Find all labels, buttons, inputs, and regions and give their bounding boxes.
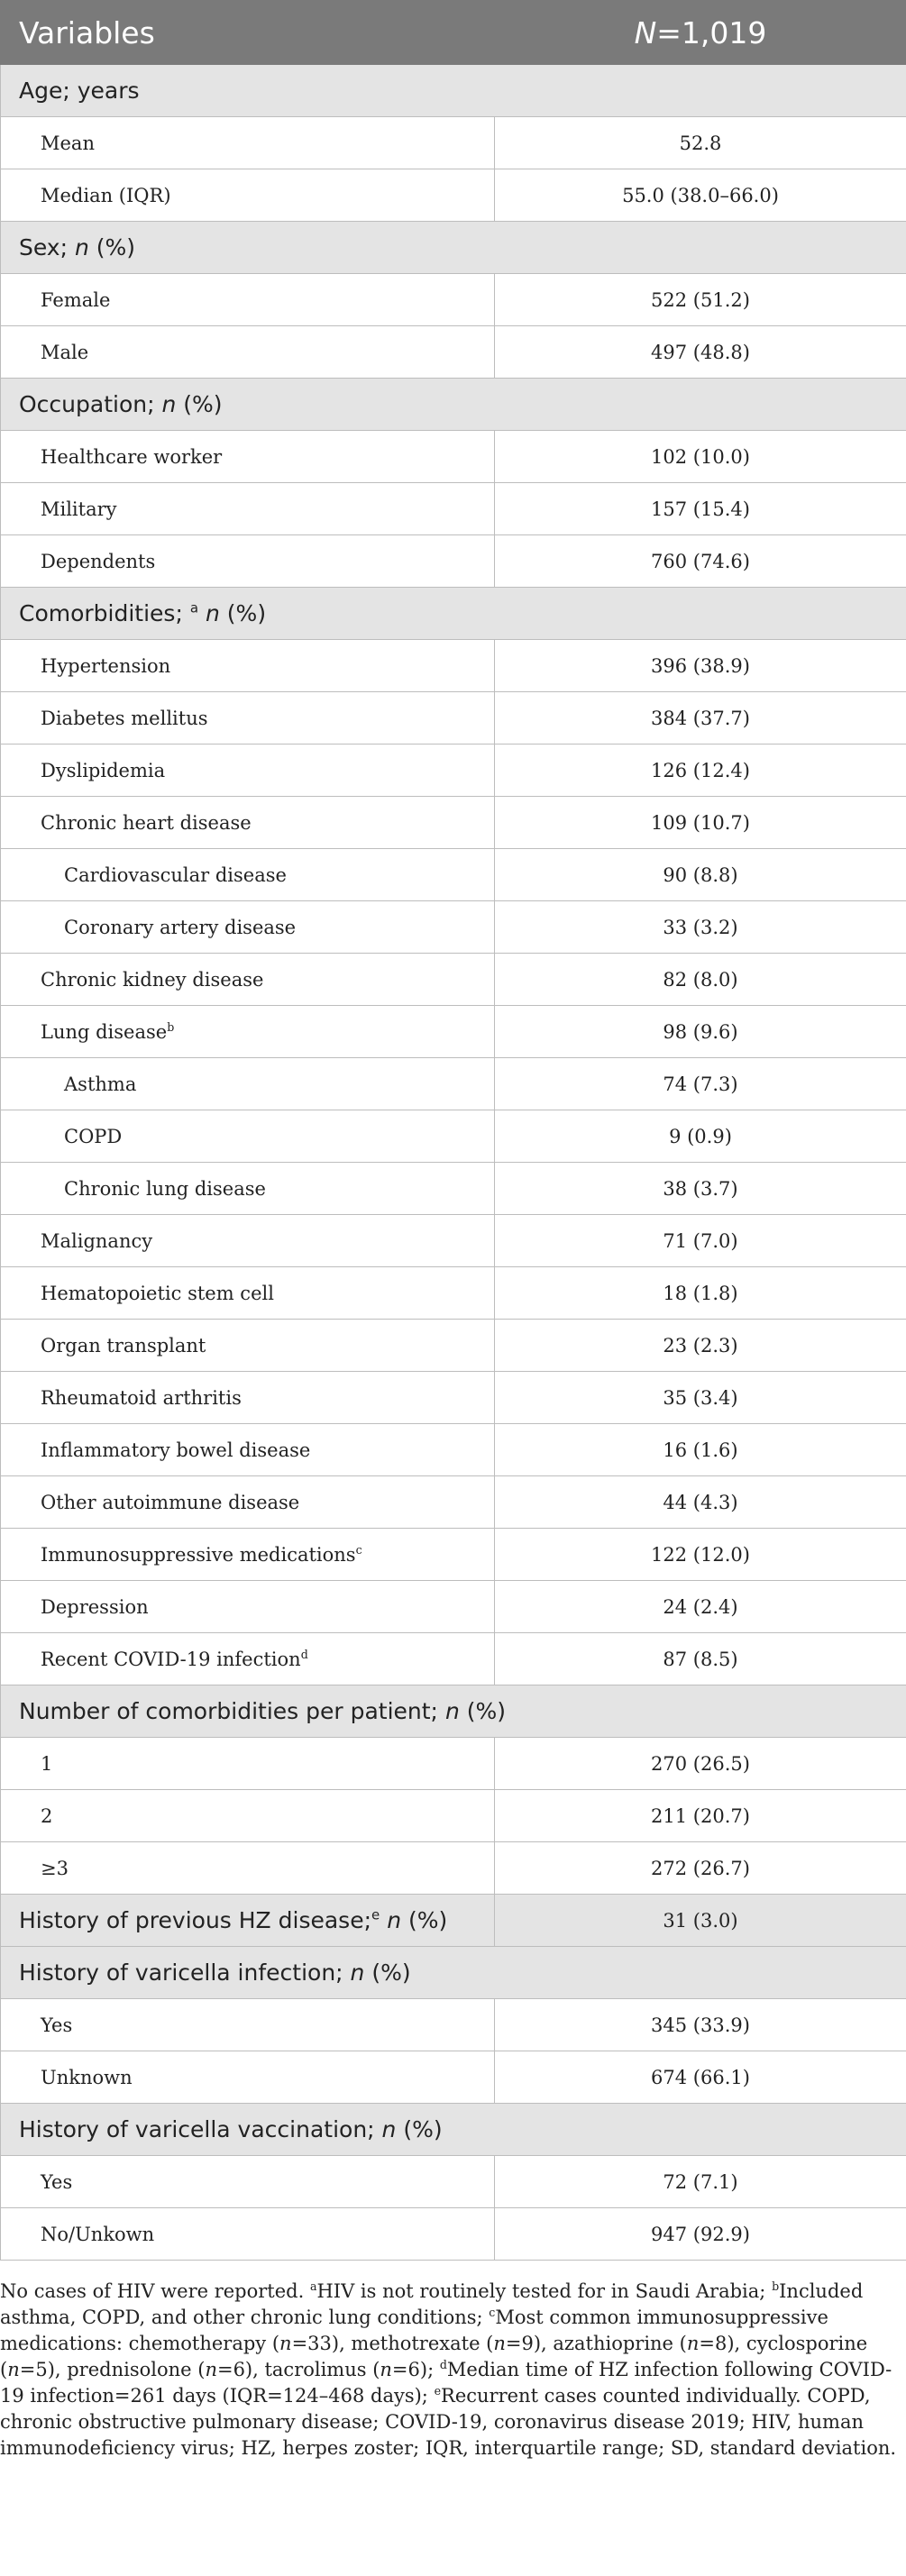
row-label: Coronary artery disease (1, 901, 495, 954)
table-row (1, 2156, 906, 2208)
table-row (1, 1581, 906, 1633)
table-row (1, 1215, 906, 1267)
row-value: 157 (15.4) (495, 483, 906, 535)
header-sample-size (495, 1, 906, 65)
section-title-unit: (%) (396, 2116, 443, 2142)
row-label: Male (1, 326, 495, 379)
header-n-symbol: N (634, 14, 657, 50)
section-number-of-comorbidities (1, 1685, 906, 1738)
footnote-n: n (686, 2333, 700, 2354)
row-label: Dependents (1, 535, 495, 588)
table-row (1, 692, 906, 744)
footnote-marker: a (309, 2279, 317, 2293)
row-value: 38 (3.7) (495, 1163, 906, 1215)
row-value: 384 (37.7) (495, 692, 906, 744)
section-title-text: History of varicella vaccination; (19, 2116, 382, 2142)
row-label: Asthma (1, 1058, 495, 1110)
section-title-n: n (206, 600, 220, 626)
row-label: Organ transplant (1, 1320, 495, 1372)
section-sex (1, 222, 906, 274)
section-title (1, 1895, 495, 1947)
table-row (1, 1163, 906, 1215)
footnote-marker: c (355, 1542, 362, 1557)
table-row (1, 1633, 906, 1685)
row-label: Chronic kidney disease (1, 954, 495, 1006)
footnote-text (0, 2279, 901, 2462)
footnote-marker: a (189, 599, 199, 617)
row-label (1, 1633, 495, 1685)
section-title-text: History of previous HZ disease; (19, 1907, 372, 1933)
footnote-part: Recurrent cases counted individually. COPD, chronic obstructive pulmonary disease; COVID-19, coronavirus disease 2019; HIV, human immunodeficiency virus; HZ, herpes zoster; IQR, interquartile range; SD, standard deviation. (0, 2385, 897, 2459)
table-row (1, 901, 906, 954)
row-label: Median (IQR) (1, 169, 495, 222)
section-title-text: Comorbidities; (19, 600, 190, 626)
section-title: Age; years (1, 65, 906, 117)
footnote-part: Median time of HZ infection following COVID-19 infection=261 days (IQR=124–468 days); (0, 2359, 892, 2407)
row-label: Unknown (1, 2051, 495, 2104)
table-footnote (0, 2261, 906, 2462)
footnote-part: No cases of HIV were reported. (0, 2280, 310, 2302)
table-row (1, 1999, 906, 2051)
section-value: 31 (3.0) (495, 1895, 906, 1947)
row-value: 72 (7.1) (495, 2156, 906, 2208)
row-label (1, 1529, 495, 1581)
footnote-part: =33), methotrexate ( (291, 2333, 494, 2354)
row-value: 33 (3.2) (495, 901, 906, 954)
row-label: Malignancy (1, 1215, 495, 1267)
row-label: 1 (1, 1738, 495, 1790)
footnote-part: =6); (391, 2359, 440, 2380)
table-row (1, 954, 906, 1006)
row-label: Other autoimmune disease (1, 1476, 495, 1529)
row-label: ≥3 (1, 1842, 495, 1895)
table-row (1, 274, 906, 326)
footnote-part: Included asthma, COPD, and other chronic lung conditions; (0, 2280, 864, 2328)
section-title-text: Number of comorbidities per patient; (19, 1698, 445, 1724)
table-row (1, 535, 906, 588)
table-row (1, 1842, 906, 1895)
row-label: Healthcare worker (1, 431, 495, 483)
section-title-unit: (%) (459, 1698, 507, 1724)
section-varicella-infection (1, 1947, 906, 1999)
row-value: 24 (2.4) (495, 1581, 906, 1633)
table-row (1, 1267, 906, 1320)
row-value: 497 (48.8) (495, 326, 906, 379)
row-value: 270 (26.5) (495, 1738, 906, 1790)
row-value: 18 (1.8) (495, 1267, 906, 1320)
row-value: 9 (0.9) (495, 1110, 906, 1163)
row-label: No/Unkown (1, 2208, 495, 2261)
footnote-part: Most common immunosuppressive medications: chemotherapy ( (0, 2307, 828, 2354)
table-header-row (1, 1, 906, 65)
row-value: 760 (74.6) (495, 535, 906, 588)
row-label: 2 (1, 1790, 495, 1842)
row-value: 211 (20.7) (495, 1790, 906, 1842)
row-value: 396 (38.9) (495, 640, 906, 692)
footnote-part: =6), tacrolimus ( (216, 2359, 380, 2380)
section-title-n: n (161, 391, 177, 417)
row-value: 16 (1.6) (495, 1424, 906, 1476)
section-title-n: n (444, 1698, 460, 1724)
section-title-unit: (%) (88, 234, 136, 260)
row-value: 82 (8.0) (495, 954, 906, 1006)
row-value: 272 (26.7) (495, 1842, 906, 1895)
row-value: 522 (51.2) (495, 274, 906, 326)
section-occupation (1, 379, 906, 431)
row-label: Hypertension (1, 640, 495, 692)
row-label: Female (1, 274, 495, 326)
row-value: 87 (8.5) (495, 1633, 906, 1685)
footnote-part: HIV is not routinely tested for in Saudi Arabia; (316, 2280, 773, 2302)
row-label: Rheumatoid arthritis (1, 1372, 495, 1424)
row-label: COPD (1, 1110, 495, 1163)
footnote-part: =9), azathioprine ( (505, 2333, 687, 2354)
row-value: 102 (10.0) (495, 431, 906, 483)
row-value: 947 (92.9) (495, 2208, 906, 2261)
section-title (1, 2104, 906, 2156)
table-row (1, 1058, 906, 1110)
row-value: 23 (2.3) (495, 1320, 906, 1372)
row-label: Cardiovascular disease (1, 849, 495, 901)
row-value: 98 (9.6) (495, 1006, 906, 1058)
table-row (1, 1476, 906, 1529)
row-label: Inflammatory bowel disease (1, 1424, 495, 1476)
footnote-part: =5), prednisolone ( (19, 2359, 206, 2380)
table-row (1, 2051, 906, 2104)
row-value: 35 (3.4) (495, 1372, 906, 1424)
row-value: 52.8 (495, 117, 906, 169)
footnote-n: n (380, 2359, 392, 2380)
table-row (1, 169, 906, 222)
section-title (1, 1685, 906, 1738)
footnote-n: n (205, 2359, 217, 2380)
row-label: Hematopoietic stem cell (1, 1267, 495, 1320)
section-age (1, 65, 906, 117)
row-value: 345 (33.9) (495, 1999, 906, 2051)
table-row (1, 2208, 906, 2261)
row-value: 74 (7.3) (495, 1058, 906, 1110)
footnote-n: n (279, 2333, 292, 2354)
section-title (1, 222, 906, 274)
row-label: Chronic lung disease (1, 1163, 495, 1215)
row-label-text: Immunosuppressive medications (41, 1543, 356, 1566)
table-row (1, 1738, 906, 1790)
section-title-text: Sex; (19, 234, 75, 260)
section-title-text: History of varicella infection; (19, 1959, 351, 1986)
section-title (1, 379, 906, 431)
row-label: Diabetes mellitus (1, 692, 495, 744)
row-label: Depression (1, 1581, 495, 1633)
section-title-n: n (74, 234, 89, 260)
row-value: 55.0 (38.0–66.0) (495, 169, 906, 222)
section-comorbidities (1, 588, 906, 640)
row-label: Dyslipidemia (1, 744, 495, 797)
table-row (1, 1790, 906, 1842)
table-row (1, 483, 906, 535)
footnote-marker: d (439, 2358, 447, 2371)
section-title (1, 588, 906, 640)
table-row (1, 797, 906, 849)
row-value: 109 (10.7) (495, 797, 906, 849)
row-label: Chronic heart disease (1, 797, 495, 849)
header-n-value: =1,019 (656, 14, 767, 50)
table-row (1, 1320, 906, 1372)
row-label-text: Recent COVID-19 infection (41, 1648, 301, 1670)
row-value: 44 (4.3) (495, 1476, 906, 1529)
row-value: 126 (12.4) (495, 744, 906, 797)
row-label: Yes (1, 1999, 495, 2051)
section-title-unit: (%) (401, 1907, 448, 1933)
footnote-n: n (7, 2359, 20, 2380)
footnote-marker: d (300, 1647, 308, 1661)
table-row (1, 1424, 906, 1476)
table-row (1, 640, 906, 692)
footnote-marker: e (434, 2384, 442, 2398)
section-previous-hz (1, 1895, 906, 1947)
table-row (1, 744, 906, 797)
section-title-n: n (387, 1907, 402, 1933)
section-title-text: Occupation; (19, 391, 162, 417)
row-value: 90 (8.8) (495, 849, 906, 901)
table-row (1, 326, 906, 379)
row-label-text: Lung disease (41, 1020, 168, 1043)
row-label: Yes (1, 2156, 495, 2208)
table-row (1, 117, 906, 169)
section-title-unit: (%) (176, 391, 223, 417)
row-value: 122 (12.0) (495, 1529, 906, 1581)
footnote-n: n (493, 2333, 506, 2354)
footnote-marker: b (167, 1019, 175, 1034)
section-title-n: n (381, 2116, 397, 2142)
section-title-unit: (%) (364, 1959, 411, 1986)
section-title (1, 1947, 906, 1999)
section-varicella-vaccination (1, 2104, 906, 2156)
footnote-marker: e (371, 1906, 380, 1923)
row-label (1, 1006, 495, 1058)
section-title-unit: (%) (219, 600, 267, 626)
footnote-part: =8), cyclosporine ( (0, 2333, 868, 2380)
row-label: Mean (1, 117, 495, 169)
table-row (1, 1372, 906, 1424)
section-title-n: n (350, 1959, 365, 1986)
row-label: Military (1, 483, 495, 535)
footnote-marker: b (772, 2279, 780, 2293)
table-row (1, 1110, 906, 1163)
row-value: 674 (66.1) (495, 2051, 906, 2104)
footnote-marker: c (489, 2306, 496, 2319)
table-row (1, 1006, 906, 1058)
table-row (1, 849, 906, 901)
header-variables: Variables (1, 1, 495, 65)
row-value: 71 (7.0) (495, 1215, 906, 1267)
table-row (1, 431, 906, 483)
table-row (1, 1529, 906, 1581)
